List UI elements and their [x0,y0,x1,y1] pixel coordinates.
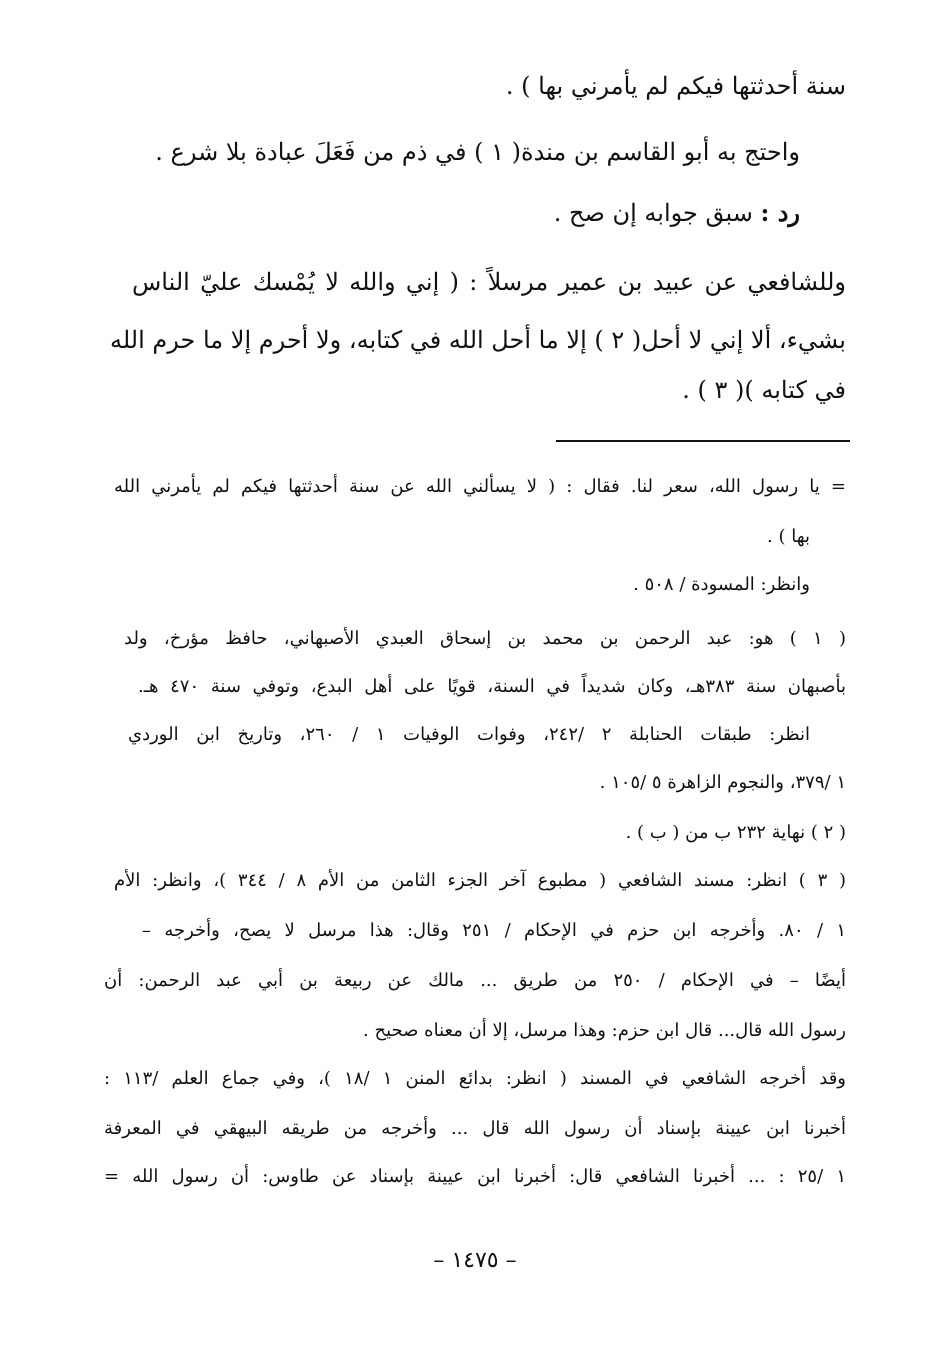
footnote-3-line-3: أيضًا – في الإحكام / ٢٥٠ من طريق ... مالك عن ربيعة بن أبي عبد الرحمن: أن [104,970,846,991]
footnote-1-line-1: ( ١ ) هو: عبد الرحمن بن محمد بن إسحاق العبدي الأصبهاني، حافظ مؤرخ، ولد [124,628,846,649]
main-text-line-1: سنة أحدثتها فيكم لم يأمرني بها ) . [505,72,846,100]
page-number: – ١٤٧٥ – [433,1248,517,1273]
footnote-continued-line-3: وانظر: المسودة / ٥٠٨ . [633,574,810,595]
main-text-line-4: وللشافعي عن عبيد بن عمير مرسلاً : ( إني والله لا يُمْسك عليّ الناس [132,268,846,296]
main-text-line-3 [554,198,800,227]
footnote-1-line-4: ١ /٣٧٩، والنجوم الزاهرة ٥ /١٠٥ . [599,772,846,793]
reply-label: رد : [760,198,800,227]
footnote-3-line-4: رسول الله قال... قال ابن حزم: وهذا مرسل، إلا أن معناه صحيح . [363,1020,846,1041]
main-text-line-6: في كتابه )( ٣ ) . [682,376,846,404]
main-text-line-5: بشيء، ألا إني لا أحل( ٢ ) إلا ما أحل الله في كتابه، ولا أحرم إلا ما حرم الله [109,326,846,354]
footnote-continued-line-2: بها ) . [767,526,810,547]
footnote-1-line-3: انظر: طبقات الحنابلة ٢ /٢٤٢، وفوات الوفيات ١ / ٢٦٠، وتاريخ ابن الوردي [128,724,810,745]
footnote-2-line-1: ( ٢ ) نهاية ٢٣٢ ب من ( ب ) . [625,822,846,843]
footnote-separator [556,440,850,442]
main-text-line-2: واحتج به أبو القاسم بن مندة( ١ ) في ذم من فَعَلَ عبادة بلا شرع . [155,138,800,166]
footnote-3-line-1: ( ٣ ) انظر: مسند الشافعي ( مطبوع آخر الجزء الثامن من الأم ٨ / ٣٤٤ )، وانظر: الأم [114,870,846,891]
footnote-3-line-5: وقد أخرجه الشافعي في المسند ( انظر: بدائع المنن ١ /١٨ )، وفي جماع العلم /١١٣ : [104,1068,846,1089]
footnote-3-line-7: ١ /٢٥ : ... أخبرنا الشافعي قال: أخبرنا ابن عيينة بإسناد عن طاوس: أن رسول الله = [104,1166,846,1187]
footnote-3-line-2: ١ / ٨٠. وأخرجه ابن حزم في الإحكام / ٢٥١ وقال: هذا مرسل لا يصح، وأخرجه – [142,920,846,941]
footnote-3-line-6: أخبرنا ابن عيينة بإسناد أن رسول الله قال ... وأخرجه من طريقه البيهقي في المعرفة [104,1118,846,1139]
footnote-continued-line-1: = يا رسول الله، سعر لنا. فقال : ( لا يسألني الله عن سنة أحدثتها فيكم لم يأمرني الله [114,476,846,497]
footnote-1-line-2: بأصبهان سنة ٣٨٣هـ، وكان شديداً في السنة، قويًا على أهل البدع، وتوفي سنة ٤٧٠ هـ. [138,676,846,697]
reply-text: سبق جوابه إن صح . [553,199,761,227]
